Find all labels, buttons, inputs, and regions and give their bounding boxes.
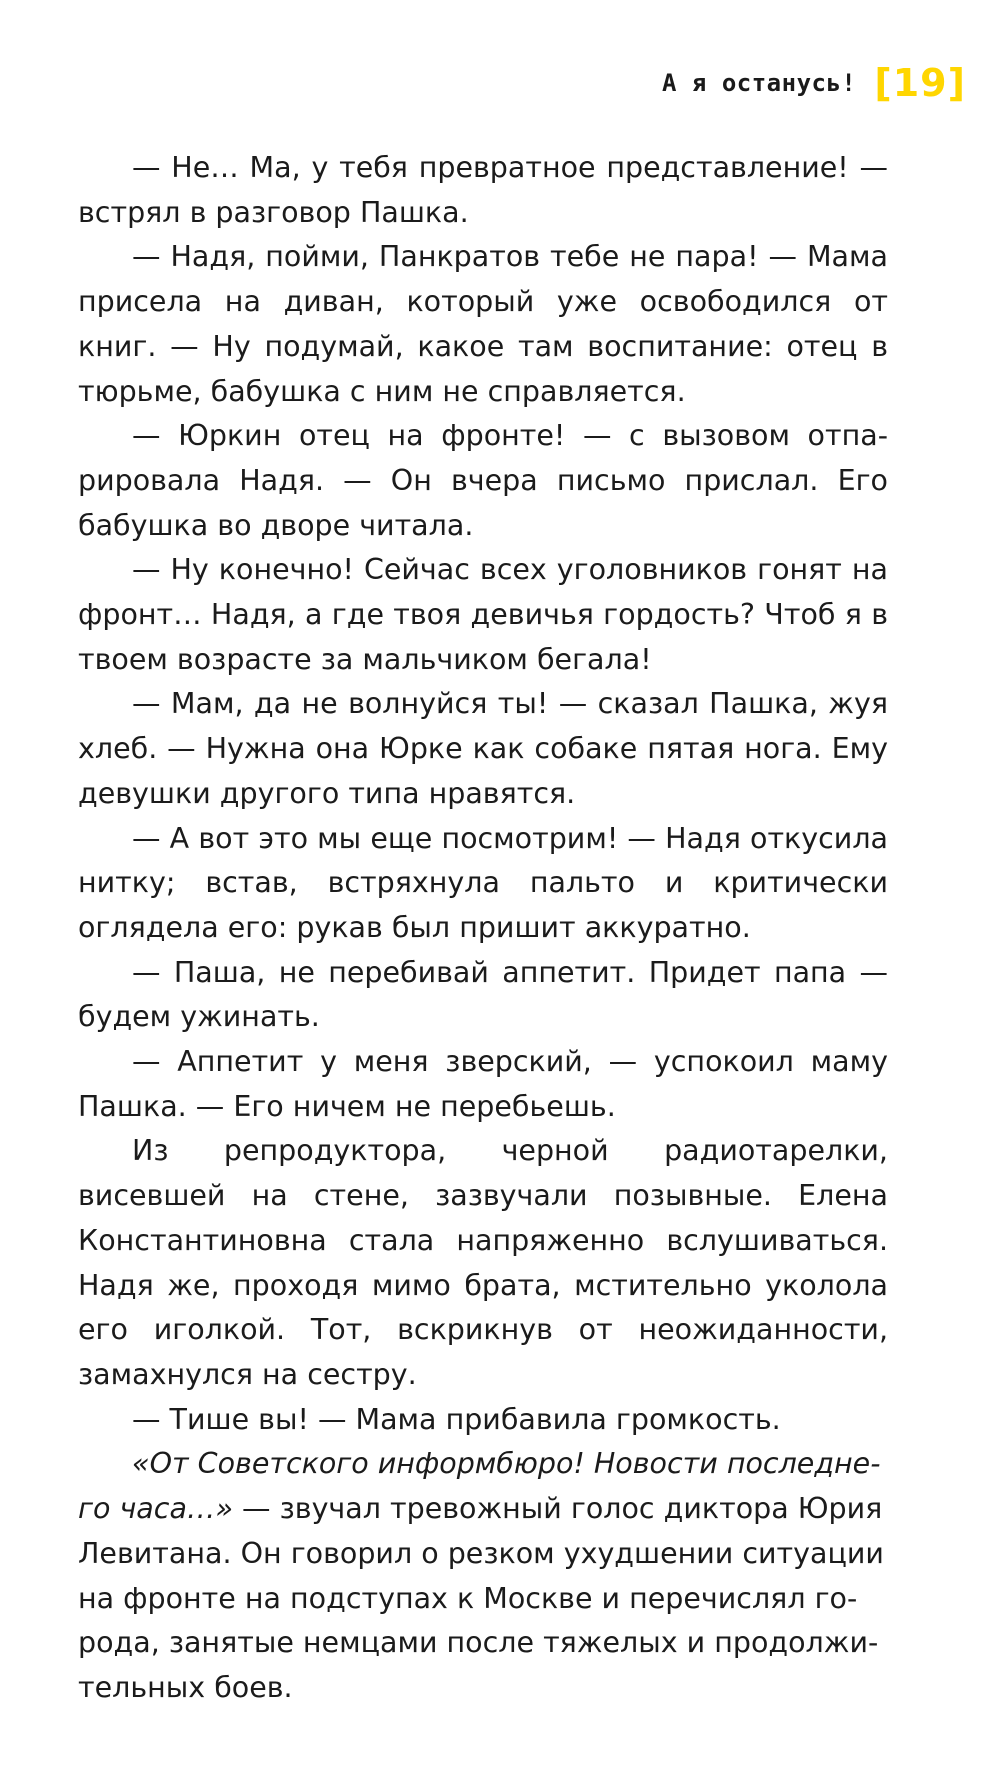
body-text xyxy=(78,146,888,1711)
paragraph: Из репродуктора, черной радиотарелки, висевшей на стене, зазвучали позывные. Елена Константиновна стала напряженно вслушиваться. Надя же, проходя мимо брата, мстительно уколола его иголкой. Тот, вскрикнув от неожиданности, замахнулся на сестру. xyxy=(78,1134,888,1391)
paragraph: — Аппетит у меня зверский, — успокоил маму Пашка. — Его ничем не перебьешь. xyxy=(78,1045,888,1123)
broadcast-description: — звучал тревожный голос диктора Юрия Левитана. Он говорил о резком ухудшении ситуации на фронте на подступах к Москве и перечислял города, занятые немцами после тяжелых и продолжительных боев. xyxy=(78,1492,884,1704)
running-head xyxy=(662,58,966,108)
paragraph: — Ну конечно! Сейчас всех уголовников гонят на фронт… Надя, а где твоя девичья гордость? Чтоб я в твоем возрасте за мальчиком бегала! xyxy=(78,553,888,676)
paragraph: — Надя, пойми, Панкратов тебе не пара! — Мама присела на диван, который уже освободился от книг. — Ну подумай, какое там воспитание: отец в тюрьме, бабушка с ним не справляется. xyxy=(78,240,888,408)
paragraph: — Юркин отец на фронте! — с вызовом отпарировала Надя. — Он вчера письмо прислал. Его бабушка во дворе читала. xyxy=(78,419,888,542)
running-title: А я останусь! xyxy=(662,69,857,97)
paragraph-broadcast xyxy=(78,1442,888,1710)
broadcast-quote: «От Советского информбюро! Новости последнего часа…» xyxy=(78,1447,881,1526)
page-number: [19] xyxy=(874,61,966,105)
paragraph: — Мам, да не волнуйся ты! — сказал Пашка, жуя хлеб. — Нужна она Юрке как собаке пятая нога. Ему девушки другого типа нравятся. xyxy=(78,687,888,810)
paragraph: — Паша, не перебивай аппетит. Придет папа — будем ужинать. xyxy=(78,955,888,1034)
paragraph: — Не… Ма, у тебя превратное представление! — встрял в разговор Пашка. xyxy=(78,151,888,229)
paragraph: — А вот это мы еще посмотрим! — Надя откусила нитку; встав, встряхнула пальто и критически оглядела его: рукав был пришит аккуратно. xyxy=(78,821,888,944)
paragraph: — Тише вы! — Мама прибавила громкость. xyxy=(132,1402,781,1436)
